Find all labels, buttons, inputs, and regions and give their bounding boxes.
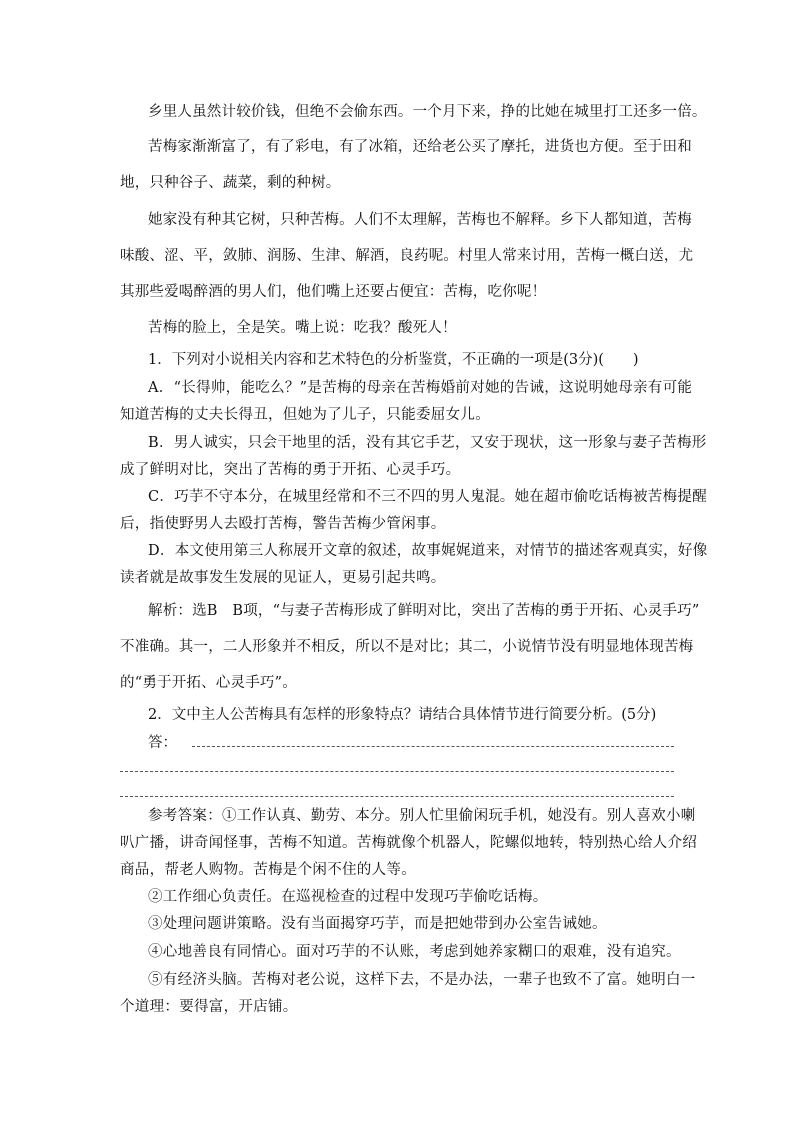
question-1-option-b-line-2: 成了鲜明对比，突出了苦梅的勇于开拓、心灵手巧。 bbox=[120, 462, 461, 478]
story-paragraph-3-line-2: 味酸、涩、平，敛肺、润肠、生津、解酒，良药呢。村里人常来讨用，苦梅一概白送，尤 bbox=[120, 248, 694, 264]
question-2-stem: 2．文中主人公苦梅具有怎样的形象特点？请结合具体情节进行简要分析。(5分) bbox=[148, 707, 657, 723]
answer-line-2 bbox=[120, 771, 674, 772]
question-1-stem: 1．下列对小说相关内容和艺术特色的分析鉴赏，不正确的一项是(3分)( ) bbox=[148, 352, 639, 368]
story-paragraph-1-line-1: 乡里人虽然计较价钱，但绝不会偷东西。一个月下来，挣的比她在城里打工还多一倍。 bbox=[148, 104, 707, 120]
answer-line-3 bbox=[120, 796, 674, 797]
question-1-option-a-line-2: 知道苦梅的丈夫长得丑，但她为了儿子，只能委屈女儿。 bbox=[120, 407, 490, 423]
reference-answer-line-1: 参考答案：①工作认真、勤劳、本分。别人忙里偷闲玩手机，她没有。别人喜欢小喇 bbox=[148, 808, 696, 824]
reference-answer-line-7: ⑤有经济头脑。苦梅对老公说，这样下去，不是办法，一辈子也致不了富。她明白一 bbox=[148, 972, 696, 988]
question-1-option-d-line-2: 读者就是故事发生发展的见证人，更易引起共鸣。 bbox=[120, 570, 446, 586]
answer-line-1 bbox=[192, 746, 674, 747]
question-1-option-c-line-1: C．巧芋不守本分，在城里经常和不三不四的男人鬼混。她在超市偷吃话梅被苦梅提醒 bbox=[148, 489, 707, 505]
question-1-option-b-line-1: B．男人诚实，只会干地里的活，没有其它手艺，又安于现状，这一形象与妻子苦梅形 bbox=[148, 435, 707, 451]
story-paragraph-2-line-2: 地，只种谷子、蔬菜，剩的种树。 bbox=[120, 175, 341, 191]
reference-answer-line-5: ③处理问题讲策略。没有当面揭穿巧芋，而是把她带到办公室告诫她。 bbox=[148, 916, 607, 932]
question-1-analysis-line-3: 的“勇于开拓、心灵手巧”。 bbox=[120, 675, 297, 691]
story-paragraph-2-line-1: 苦梅家渐渐富了，有了彩电，有了冰箱，还给老公买了摩托，进货也方便。至于田和 bbox=[148, 139, 692, 155]
reference-answer-line-3: 商品，帮老人购物。苦梅是个闲不住的人等。 bbox=[120, 862, 416, 878]
answer-label: 答： bbox=[148, 735, 177, 751]
question-1-analysis-line-2: 不准确。其一，二人形象并不相反，所以不是对比；其二，小说情节没有明显地体现苦梅 bbox=[120, 639, 694, 655]
question-1-option-d-line-1: D．本文使用第三人称展开文章的叙述，故事娓娓道来，对情节的描述客观真实，好像 bbox=[148, 543, 708, 559]
story-paragraph-4-line-1: 苦梅的脸上，全是笑。嘴上说：吃我？酸死人！ bbox=[148, 320, 457, 336]
story-paragraph-3-line-1: 她家没有种其它树，只种苦梅。人们不太理解，苦梅也不解释。乡下人都知道，苦梅 bbox=[148, 212, 692, 228]
reference-answer-line-2: 叭广播，讲奇闻怪事，苦梅不知道。苦梅就像个机器人，陀螺似地转，特别热心给人介绍 bbox=[120, 835, 698, 851]
question-1-option-c-line-2: 后，指使野男人去殴打苦梅，警告苦梅少管闲事。 bbox=[120, 516, 446, 532]
question-1-analysis-line-1: 解析：选B B项，“与妻子苦梅形成了鲜明对比，突出了苦梅的勇于开拓、心灵手巧” bbox=[148, 603, 700, 619]
reference-answer-line-8: 个道理：要得富，开店铺。 bbox=[120, 999, 298, 1015]
question-1-option-a-line-1: A．“长得帅，能吃么？”是苦梅的母亲在苦梅婚前对她的告诫，这说明她母亲有可能 bbox=[148, 380, 693, 396]
reference-answer-line-6: ④心地善良有同情心。面对巧芋的不认账，考虑到她养家糊口的艰难，没有追究。 bbox=[148, 944, 681, 960]
reference-answer-line-4: ②工作细心负责任。在巡视检查的过程中发现巧芋偷吃话梅。 bbox=[148, 889, 548, 905]
story-paragraph-3-line-3: 其那些爱喝醉酒的男人们，他们嘴上还要占便宜：苦梅，吃你呢！ bbox=[120, 284, 547, 300]
